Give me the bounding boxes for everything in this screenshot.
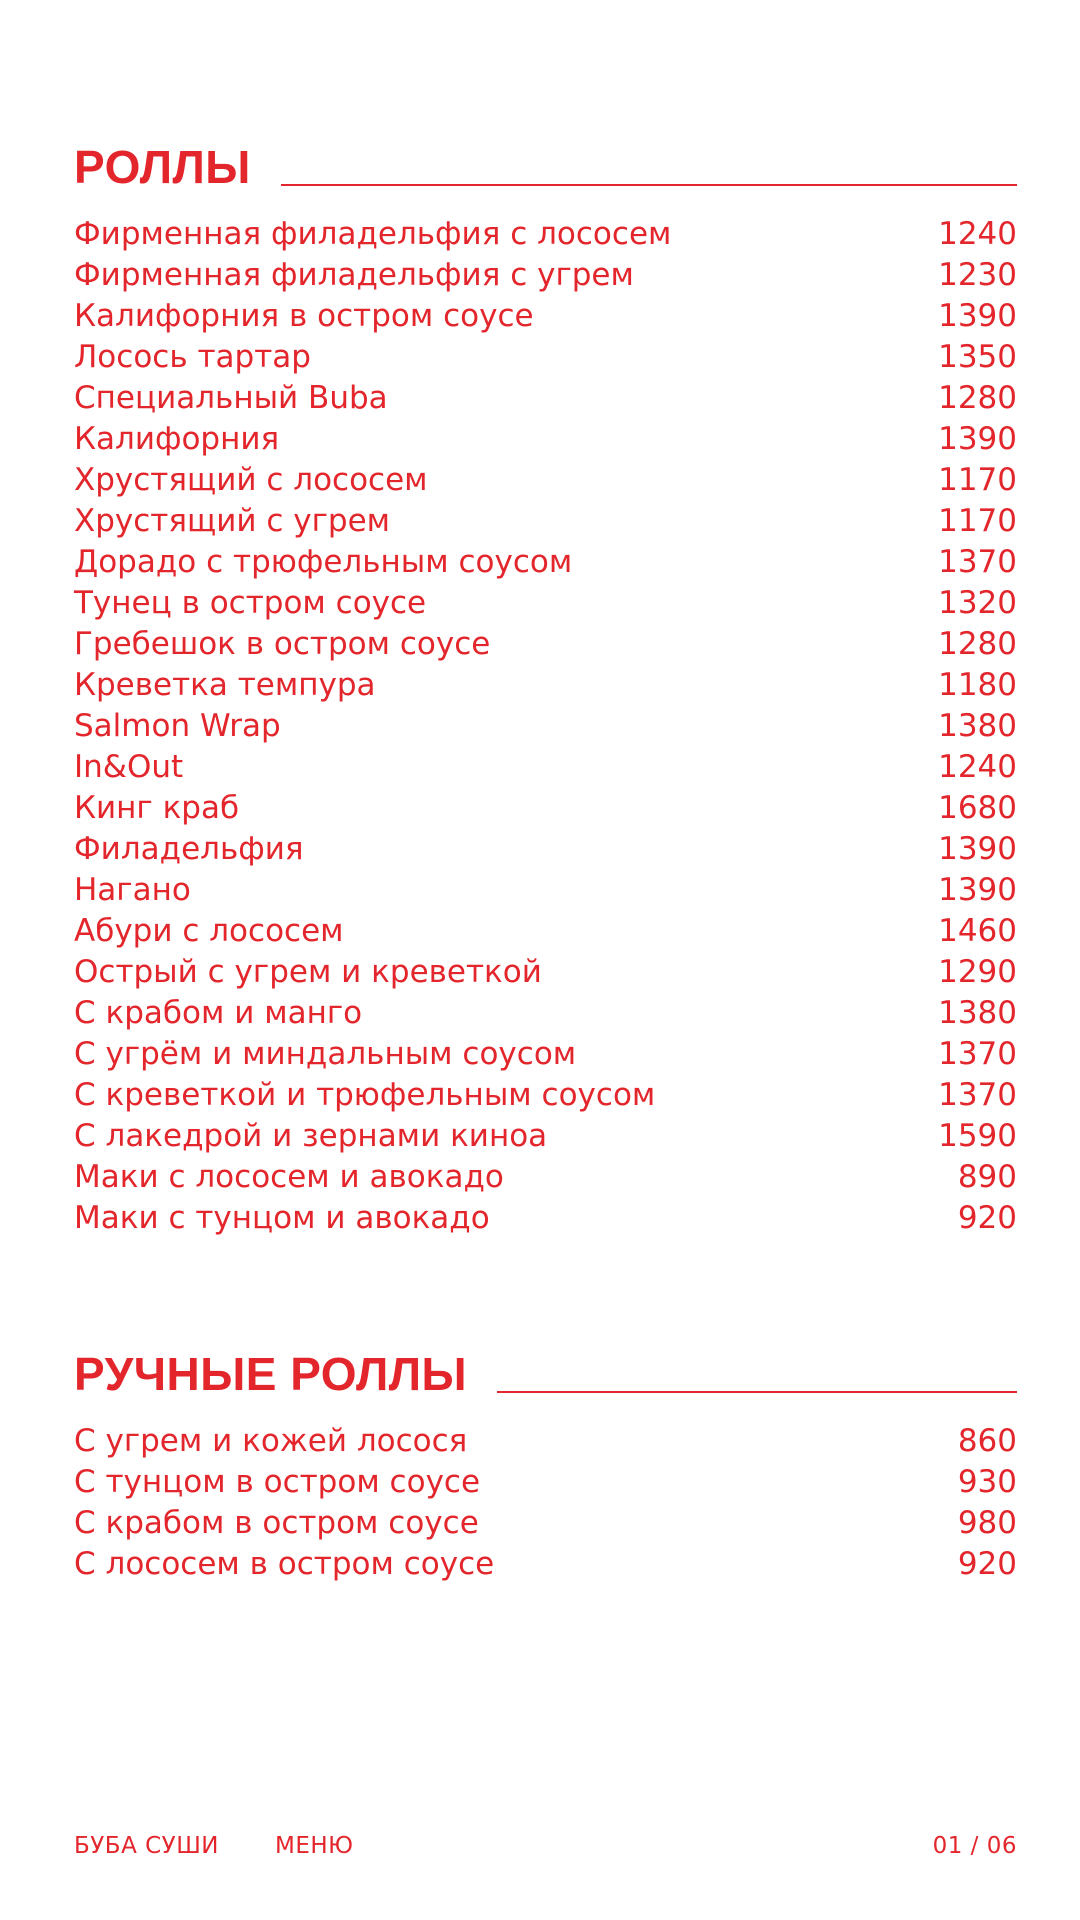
menu-item <box>74 1462 1017 1503</box>
hand-rolls-menu-list <box>74 1421 1017 1585</box>
menu-item <box>74 747 1017 788</box>
menu-item-name: Нагано <box>74 872 191 908</box>
menu-item-price: 1350 <box>938 339 1017 375</box>
menu-item-name: Калифорния <box>74 421 280 457</box>
menu-item-name: Хрустящий с угрем <box>74 503 391 539</box>
menu-item <box>74 1075 1017 1116</box>
menu-item <box>74 1503 1017 1544</box>
menu-item-price: 1380 <box>938 995 1017 1031</box>
menu-item <box>74 296 1017 337</box>
menu-item <box>74 419 1017 460</box>
menu-item <box>74 501 1017 542</box>
menu-item-name: Кинг краб <box>74 790 240 826</box>
menu-item-price: 980 <box>957 1505 1017 1541</box>
footer-brand-name: БУБА СУШИ <box>74 1833 219 1859</box>
menu-item-price: 1590 <box>938 1118 1017 1154</box>
menu-item-price: 1320 <box>938 585 1017 621</box>
menu-item-name: С угрем и кожей лосося <box>74 1423 468 1459</box>
menu-item <box>74 1544 1017 1585</box>
rolls-section-title: РОЛЛЫ <box>74 141 251 193</box>
menu-item-name: С крабом и манго <box>74 995 363 1031</box>
section-divider-line <box>497 1391 1017 1393</box>
menu-item-price: 1240 <box>938 216 1017 252</box>
menu-item-name: Дорадо с трюфельным соусом <box>74 544 573 580</box>
page-number: 01 / 06 <box>932 1833 1017 1859</box>
menu-item-name: Маки с тунцом и авокадо <box>74 1200 490 1236</box>
menu-item <box>74 378 1017 419</box>
menu-item-price: 930 <box>957 1464 1017 1500</box>
menu-item-price: 920 <box>957 1546 1017 1582</box>
menu-item-name: Филадельфия <box>74 831 304 867</box>
menu-item-price: 1390 <box>938 298 1017 334</box>
menu-item-price: 1370 <box>938 1036 1017 1072</box>
menu-item <box>74 1157 1017 1198</box>
rolls-section <box>74 138 1017 1239</box>
menu-item-price: 890 <box>957 1159 1017 1195</box>
menu-item-name: Специальный Buba <box>74 380 388 416</box>
rolls-section-header <box>74 138 1017 193</box>
menu-item-price: 1180 <box>938 667 1017 703</box>
menu-item <box>74 829 1017 870</box>
menu-item-name: Фирменная филадельфия с угрем <box>74 257 634 293</box>
menu-item-name: С лакедрой и зернами киноа <box>74 1118 548 1154</box>
menu-item <box>74 337 1017 378</box>
menu-item-name: Лосось тартар <box>74 339 311 375</box>
menu-item-name: С тунцом в остром соусе <box>74 1464 481 1500</box>
menu-item-name: Абури с лососем <box>74 913 344 949</box>
menu-item-name: Маки с лососем и авокадо <box>74 1159 504 1195</box>
hand-rolls-section-header <box>74 1345 1017 1400</box>
menu-item-price: 1370 <box>938 544 1017 580</box>
menu-item-name: С угрём и миндальным соусом <box>74 1036 577 1072</box>
menu-item-price: 1460 <box>938 913 1017 949</box>
menu-item <box>74 706 1017 747</box>
menu-item-name: С крабом в остром соусе <box>74 1505 479 1541</box>
footer-section-label: МЕНЮ <box>275 1833 354 1859</box>
page-footer <box>74 1833 1017 1859</box>
menu-item-price: 1170 <box>938 503 1017 539</box>
menu-item-name: Тунец в остром соусе <box>74 585 427 621</box>
menu-item-price: 1230 <box>938 257 1017 293</box>
menu-item-price: 1370 <box>938 1077 1017 1113</box>
menu-item-name: Гребешок в остром соусе <box>74 626 491 662</box>
menu-item-name: Острый с угрем и креветкой <box>74 954 542 990</box>
menu-item-name: Калифорния в остром соусе <box>74 298 534 334</box>
menu-item-price: 1680 <box>938 790 1017 826</box>
menu-item-price: 920 <box>957 1200 1017 1236</box>
menu-item <box>74 1116 1017 1157</box>
menu-item <box>74 911 1017 952</box>
menu-item-price: 1170 <box>938 462 1017 498</box>
menu-item-price: 1390 <box>938 831 1017 867</box>
menu-item <box>74 1034 1017 1075</box>
menu-item-name: Креветка темпура <box>74 667 376 703</box>
menu-item <box>74 952 1017 993</box>
menu-item <box>74 542 1017 583</box>
menu-item <box>74 1421 1017 1462</box>
menu-item-name: In&Out <box>74 749 184 785</box>
menu-item-price: 1280 <box>938 380 1017 416</box>
menu-item <box>74 255 1017 296</box>
menu-item <box>74 624 1017 665</box>
menu-item-price: 1380 <box>938 708 1017 744</box>
section-divider-line <box>281 184 1017 186</box>
menu-item-price: 860 <box>957 1423 1017 1459</box>
menu-item <box>74 583 1017 624</box>
menu-item-name: Salmon Wrap <box>74 708 281 744</box>
menu-item-name: Фирменная филадельфия с лососем <box>74 216 672 252</box>
menu-item-price: 1390 <box>938 872 1017 908</box>
menu-item-price: 1280 <box>938 626 1017 662</box>
menu-item <box>74 993 1017 1034</box>
menu-item-name: С креветкой и трюфельным соусом <box>74 1077 656 1113</box>
hand-rolls-section-title: РУЧНЫЕ РОЛЛЫ <box>74 1348 468 1400</box>
menu-item-price: 1390 <box>938 421 1017 457</box>
menu-item <box>74 1198 1017 1239</box>
rolls-menu-list <box>74 214 1017 1239</box>
menu-item <box>74 870 1017 911</box>
menu-item-price: 1240 <box>938 749 1017 785</box>
menu-item <box>74 788 1017 829</box>
menu-item <box>74 460 1017 501</box>
menu-item <box>74 665 1017 706</box>
hand-rolls-section <box>74 1345 1017 1585</box>
menu-item-price: 1290 <box>938 954 1017 990</box>
menu-item <box>74 214 1017 255</box>
menu-item-name: Хрустящий с лососем <box>74 462 428 498</box>
menu-item-name: С лососем в остром соусе <box>74 1546 495 1582</box>
